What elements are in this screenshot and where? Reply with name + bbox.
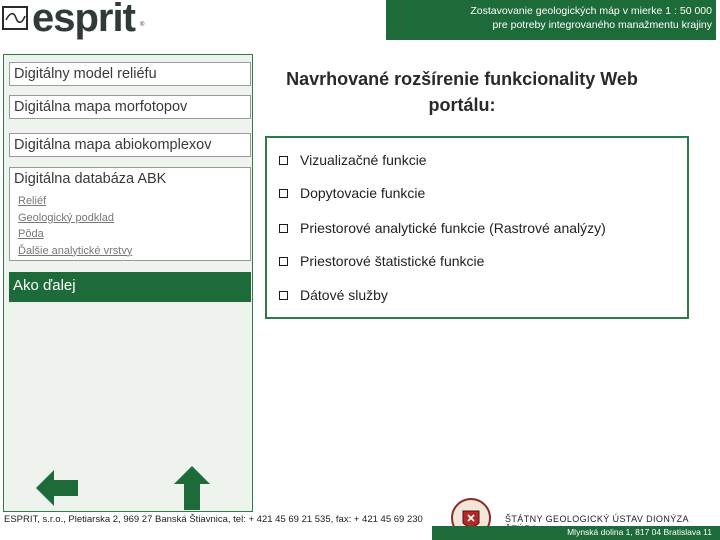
- checkbox-bullet-icon: [279, 189, 288, 198]
- sidebar-item-relief-model[interactable]: Digitálny model reliéfu: [9, 62, 251, 86]
- checkbox-bullet-icon: [279, 224, 288, 233]
- next-steps-button[interactable]: Ako ďalej: [9, 272, 251, 302]
- arrow-left-icon[interactable]: [36, 468, 80, 508]
- sidebar-item-morphotope-map[interactable]: Digitálna mapa morfotopov: [9, 95, 251, 119]
- page-title: [262, 66, 662, 118]
- feature-label: Dátové služby: [300, 287, 388, 303]
- sublink-geology[interactable]: Geologický podklad: [18, 211, 115, 224]
- page-title-line1: Navrhované rozšírenie funkcionality Web: [286, 69, 638, 89]
- list-item: [279, 253, 484, 269]
- feature-label: Priestorové štatistické funkcie: [300, 253, 485, 269]
- logo-registered-mark: ®: [140, 22, 145, 28]
- feature-label: Priestorové analytické funkcie (Rastrové analýzy): [300, 220, 606, 236]
- list-item: [279, 152, 427, 168]
- checkbox-bullet-icon: [279, 291, 288, 300]
- feature-label: Vizualizačné funkcie: [300, 152, 427, 168]
- checkbox-bullet-icon: [279, 257, 288, 266]
- sublink-other-layers[interactable]: Ďalšie analytické vrstvy: [18, 244, 133, 257]
- list-item: [279, 220, 606, 236]
- list-item: [279, 287, 388, 303]
- list-item: [279, 185, 425, 201]
- feature-list: [265, 136, 689, 319]
- logo-text: esprit: [32, 0, 135, 40]
- arrow-up-icon[interactable]: [172, 466, 212, 510]
- sidebar-item-abiocomplex-map[interactable]: Digitálna mapa abiokomplexov: [9, 133, 251, 157]
- page-title-line2: portálu:: [428, 95, 496, 115]
- sublink-relief[interactable]: Reliéf: [18, 195, 47, 207]
- header-info: [386, 0, 716, 40]
- footer-contact: ESPRIT, s.r.o., Pletiarska 2, 969 27 Banská Štiavnica, tel: + 421 45 69 21 535, fax: + 421 45 69 230: [4, 514, 423, 525]
- sublinks-list: [18, 193, 132, 259]
- sgu-address: Mlynská dolina 1, 817 04 Bratislava 11: [432, 526, 720, 540]
- logo-box-icon: [2, 6, 28, 30]
- sublink-soil[interactable]: Pôda: [18, 228, 44, 240]
- feature-label: Dopytovacie funkcie: [300, 185, 426, 201]
- header-info-line2: pre potreby integrovaného manažmentu krajiny: [492, 19, 712, 31]
- checkbox-bullet-icon: [279, 156, 288, 165]
- sidebar-item-abk-label: Digitálna databáza ABK: [14, 171, 167, 187]
- sidebar: [3, 54, 253, 512]
- header-info-line1: Zostavovanie geologických máp v mierke 1 : 50 000: [470, 5, 712, 17]
- sgu-name: ŠTÁTNY GEOLOGICKÝ ÚSTAV DIONÝZA: [505, 514, 689, 524]
